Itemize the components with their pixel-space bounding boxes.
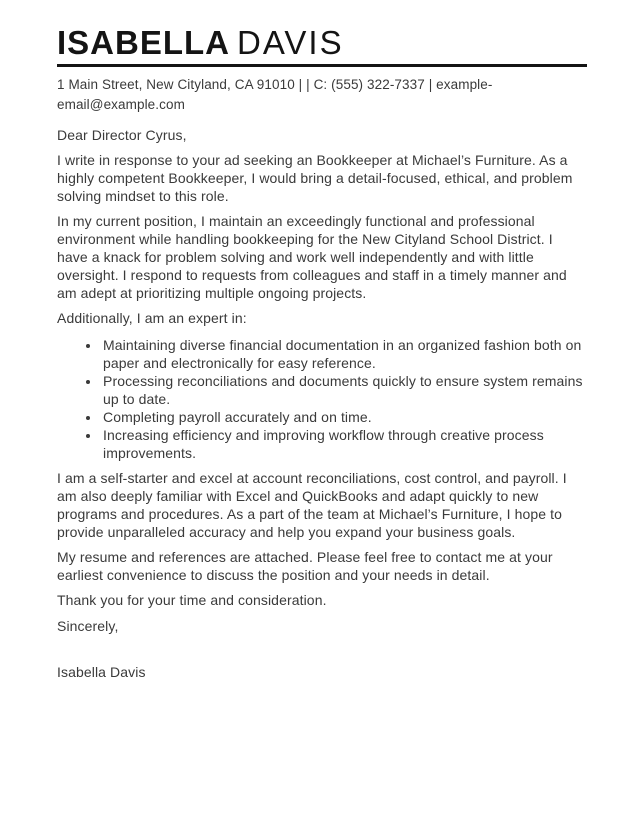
intro-paragraph: I write in response to your ad seeking an Bookkeeper at Michael’s Furniture. As a highly competent Bookkeeper, I would bring a detail-focused, ethical, and problem solving mindset to this role. bbox=[57, 152, 573, 205]
valediction: Sincerely, bbox=[57, 618, 119, 635]
expertise-item: • Maintaining diverse financial documentation in an organized fashion both on paper and electronically for easy reference. bbox=[101, 336, 587, 372]
expertise-intro-line: Additionally, I am an expert in: bbox=[57, 310, 247, 327]
candidate-first-name: ISABELLA bbox=[57, 24, 230, 61]
thank-you-line: Thank you for your time and consideration. bbox=[57, 592, 327, 609]
signature-name: Isabella Davis bbox=[57, 664, 146, 681]
expertise-item: • Processing reconciliations and documents quickly to ensure system remains up to date. bbox=[101, 372, 587, 408]
candidate-name-heading bbox=[57, 26, 587, 61]
attachments-paragraph: My resume and references are attached. Please feel free to contact me at your earliest convenience to discuss the position and your needs in detail. bbox=[57, 549, 553, 584]
experience-paragraph: In my current position, I maintain an exceedingly functional and professional environment while handling bookkeeping for the New Cityland School District. I have a knack for problem solving and work well independently and with little oversight. I respond to requests from colleagues and staff in a timely manner and am adept at prioritizing multiple ongoing projects. bbox=[57, 213, 567, 302]
letter-body bbox=[57, 126, 587, 681]
expertise-list bbox=[57, 336, 587, 462]
skills-paragraph: I am a self-starter and excel at account reconciliations, cost control, and payroll. I am also deeply familiar with Excel and QuickBooks and adapt quickly to new programs and procedures. As a part of the team at Michael’s Furniture, I hope to provide unparalleled accuracy and help you expand your business goals. bbox=[57, 470, 567, 541]
letterhead bbox=[57, 26, 587, 115]
contact-line: 1 Main Street, New Cityland, CA 91010 | | C: (555) 322-7337 | example-email@example.com bbox=[57, 76, 493, 112]
expertise-item: • Completing payroll accurately and on time. bbox=[101, 408, 587, 426]
salutation: Dear Director Cyrus, bbox=[57, 127, 187, 144]
header-rule bbox=[57, 64, 587, 67]
candidate-last-name: DAVIS bbox=[237, 24, 344, 61]
expertise-item: • Increasing efficiency and improving workflow through creative process improvements. bbox=[101, 426, 587, 462]
